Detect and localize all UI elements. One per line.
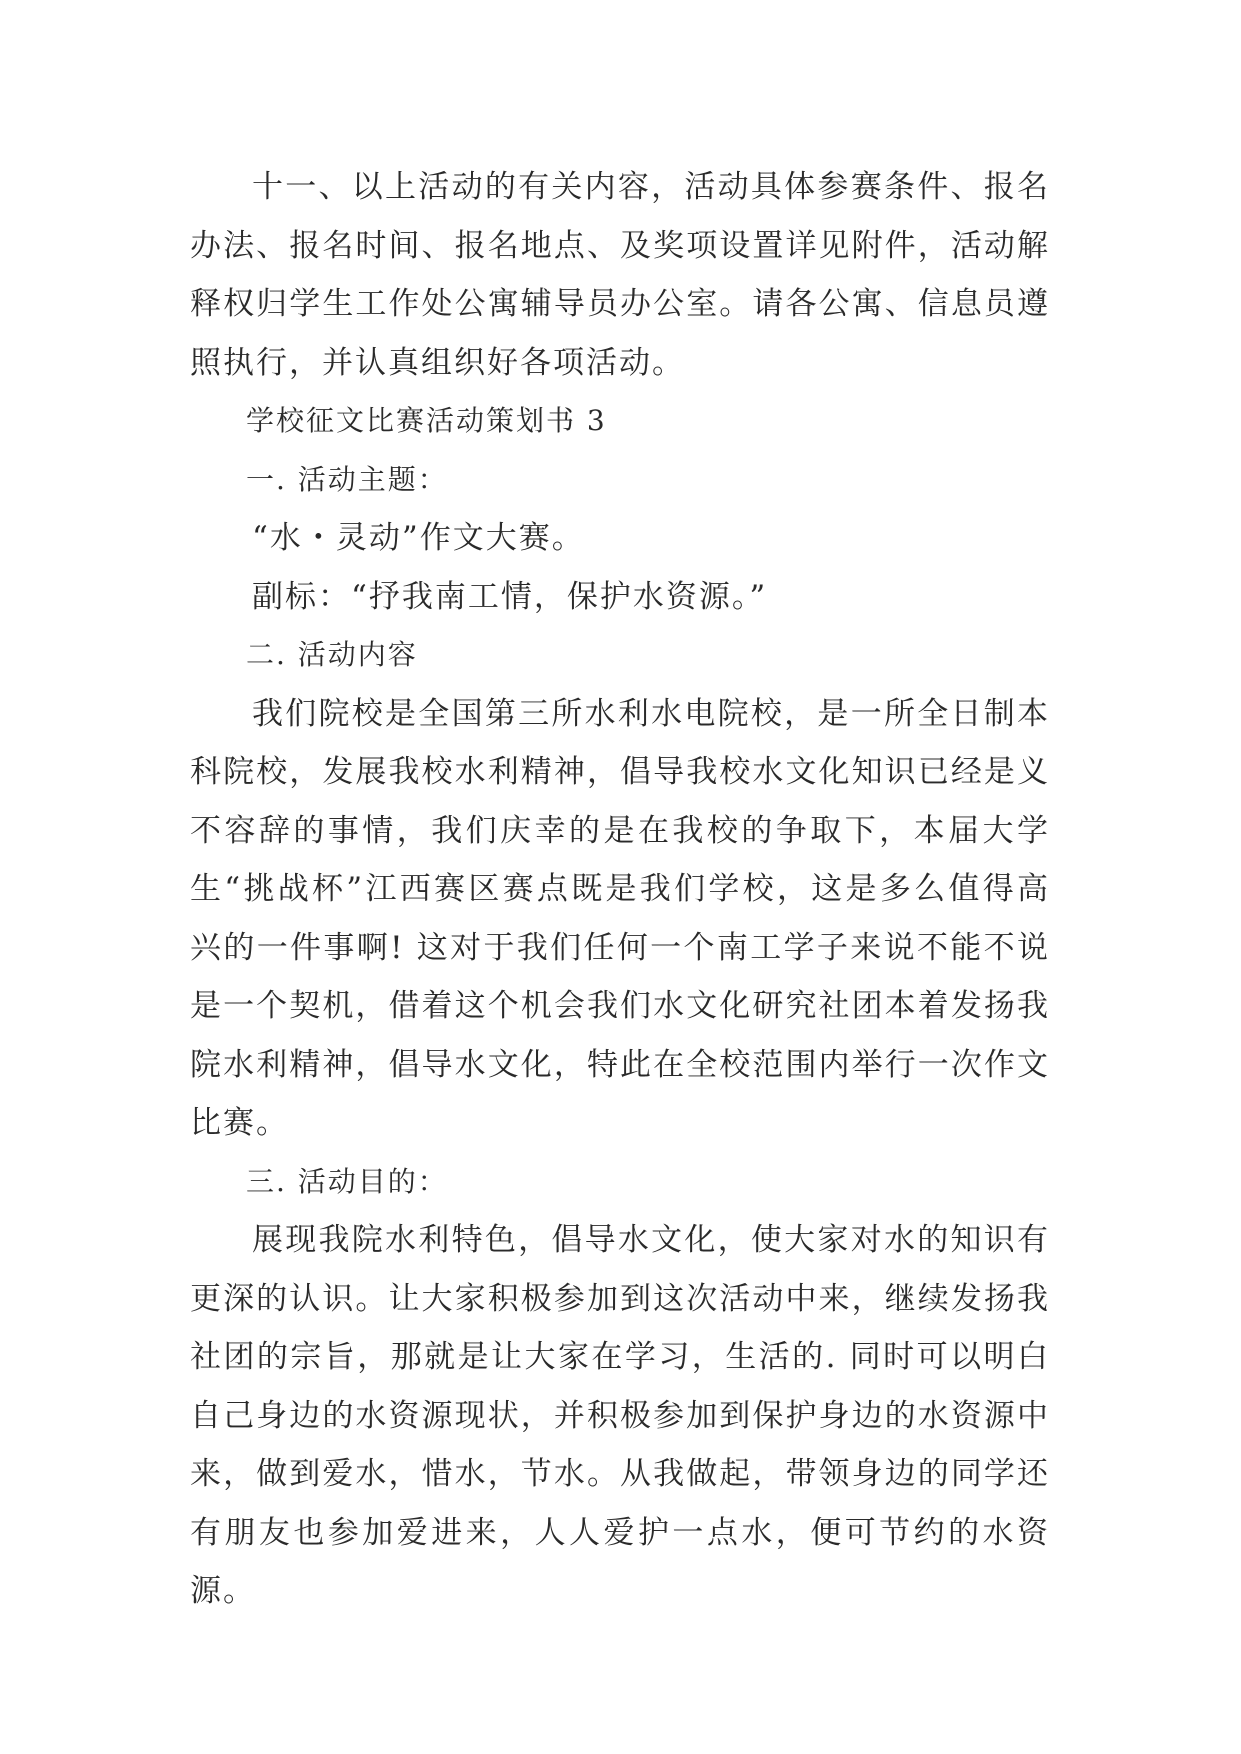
document-page [190,158,1050,1621]
section-heading-content: 二. 活动内容 [246,638,418,671]
theme-line: “水・灵动”作文大赛。 [252,520,585,556]
document-title: 学校征文比赛活动策划书 3 [246,404,607,437]
section-heading-purpose: 三. 活动目的： [246,1164,448,1198]
subtitle-line: 副标：“抒我南工情，保护水资源。” [252,578,768,615]
paragraph-purpose: 展现我院水利特色，倡导水文化，使大家对水的知识有更深的认识。让大家积极参加到这次活动中来，继续发扬我社团的宗旨，那就是让大家在学习，生活的. 同时可以明白自己身边的水资源现状，并积极参加到保护身边的水资源中来，做到爱水，惜水，节水。从我做起，带领身边的同学还有朋友也参加爱进来，人人爱护一点水，便可节约的水资源。 [190,1222,1050,1609]
paragraph-content: 我们院校是全国第三所水利水电院校，是一所全日制本科院校，发展我校水利精神，倡导我校水文化知识已经是义不容辞的事情，我们庆幸的是在我校的争取下，本届大学生“挑战杯”江西赛区赛点既是我们学校，这是多么值得高兴的一件事啊! 这对于我们任何一个南工学子来说不能不说是一个契机，借着这个机会我们水文化研究社团本着发扬我院水利精神，倡导水文化，特此在全校范围内举行一次作文比赛。 [190,695,1050,1141]
section-heading-theme: 一. 活动主题： [246,462,448,496]
paragraph-item-eleven: 十一、以上活动的有关内容，活动具体参赛条件、报名办法、报名时间、报名地点、及奖项设置详见附件，活动解释权归学生工作处公寓辅导员办公室。请各公寓、信息员遵照执行，并认真组织好各项活动。 [190,169,1050,381]
